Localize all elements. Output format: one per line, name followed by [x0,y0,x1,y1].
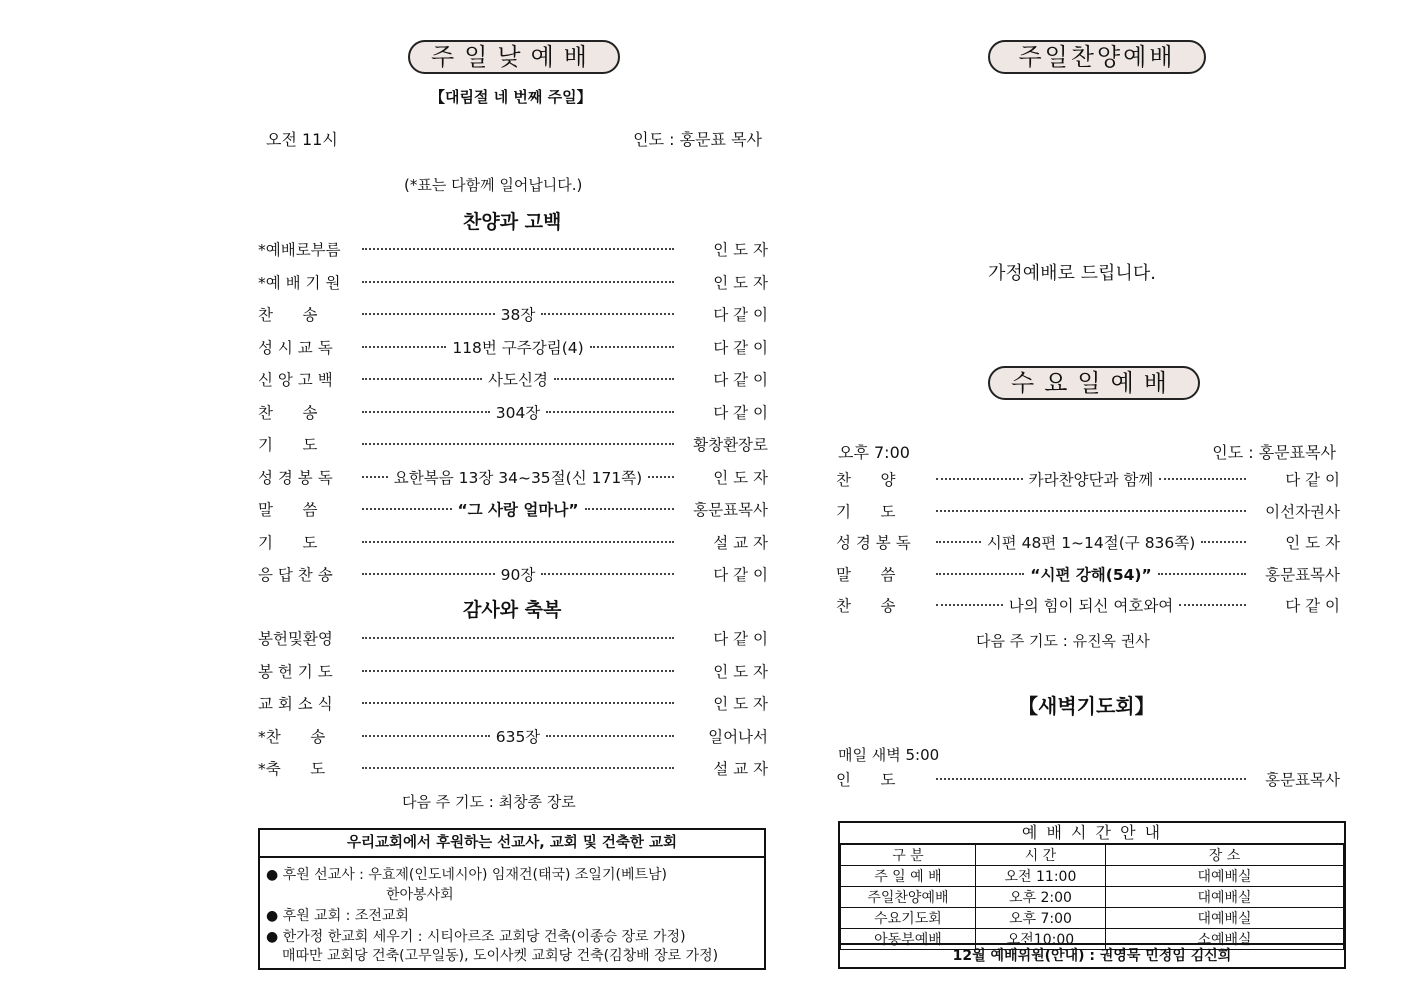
service-row [258,238,768,260]
schedule-header: 구 분 [841,845,976,866]
service-person: 다 같 이 [1285,597,1340,615]
service-person: 인 도 자 [713,241,768,259]
schedule-table [840,844,1344,950]
service-person: 인 도 자 [713,273,768,292]
wednesday-time: 오후 7:00 [838,443,910,462]
service-person: 일어나서 [708,727,768,746]
schedule-cell: 소예배실 [1106,929,1344,950]
schedule-cell: 오전10:00 [975,929,1105,950]
service-label: 찬 양 [836,471,896,489]
service-detail: 요한복음 13장 34~35절(신 171쪽) [393,468,643,487]
service-person: 홍문표목사 [1265,565,1340,584]
schedule-cell: 대예배실 [1106,908,1344,929]
service-row [258,531,768,553]
dawn-time: 매일 새벽 5:00 [838,746,940,764]
dawn-leader-row [836,768,1340,790]
service-detail: 118번 구주강림(4) [452,338,584,357]
service-person: 인 도 자 [1285,534,1340,552]
church-building-2: 매따만 교회당 건축(고무일동), 도이사켓 교회당 건축(김창배 장로 가정) [282,948,719,964]
service-detail: 304장 [495,403,541,422]
service-label: 기 도 [258,436,318,454]
worship-time: 오전 11시 [266,130,338,149]
service-row [258,692,768,714]
support-churches: ● 후원 교회 : 조전교회 [266,908,409,924]
worship-leader: 인도 : 홍문표 목사 [633,130,762,149]
service-label: *예배로부름 [258,241,341,259]
schedule-cell: 주일찬양예배 [841,887,976,908]
service-row [258,336,768,358]
section-praise-confession: 찬양과 고백 [463,211,562,233]
service-label: 찬 송 [258,306,318,324]
support-missionaries-2: 한아봉사회 [386,887,454,903]
service-row [258,368,768,390]
service-row [258,303,768,325]
service-row [258,433,768,455]
service-detail: 시편 48편 1~14절(구 836쪽) [986,534,1196,552]
service-person: 이선자권사 [1265,502,1340,521]
service-label: 응 답 찬 송 [258,566,333,584]
service-person: 다 같 이 [713,338,768,357]
service-person: 홍문표목사 [693,501,768,519]
home-worship-notice: 가정예배로 드립니다. [988,263,1156,284]
dawn-prayer-title: 【새벽기도회】 [1018,694,1155,718]
service-label: 성 시 교 독 [258,338,333,357]
sunday-subtitle: 【대림절 네 번째 주일】 [430,88,592,106]
service-label: *축 도 [258,760,326,778]
service-person: 황창환장로 [693,436,768,454]
service-detail: “그 사랑 얼마나” [457,501,579,519]
service-label: 말 씀 [836,565,896,584]
service-person: 다 같 이 [713,630,768,648]
service-row [258,725,768,747]
service-person: 설 교 자 [713,760,768,778]
support-box [258,828,766,970]
service-row [258,660,768,682]
service-label: 교 회 소 식 [258,695,333,713]
service-detail: 90장 [500,566,536,584]
section-thanks-blessing: 감사와 축복 [463,599,562,621]
schedule-row [841,908,1344,929]
service-label: 봉헌및환영 [258,630,333,648]
schedule-header: 시 간 [975,845,1105,866]
ushers-text: 12월 예배위원(안내) : 권영묵 민정임 김신희 [952,948,1232,964]
service-label: 기 도 [258,533,318,552]
december-ushers [840,943,1344,967]
service-row [258,466,768,488]
service-person: 인 도 자 [713,662,768,681]
service-row [258,498,768,520]
schedule-box [838,821,1346,969]
wednesday-leader: 인도 : 홍문표목사 [1212,443,1336,462]
support-box-title: 우리교회에서 후원하는 선교사, 교회 및 건축한 교회 [260,830,764,858]
service-label: 말 씀 [258,501,318,519]
dawn-leader-label: 인 도 [836,771,896,789]
service-detail: 사도신경 [488,371,548,389]
service-row [836,468,1340,490]
sunday-worship-title: 주일낮예배 [408,40,620,74]
service-label: 성 경 봉 독 [258,468,333,487]
service-detail: 나의 힘이 되신 여호와여 [1008,597,1174,615]
service-detail: “시편 강해(54)” [1030,565,1152,584]
service-person: 다 같 이 [713,371,768,389]
service-row [836,531,1340,553]
service-label: 찬 송 [836,597,896,615]
service-label: 찬 송 [258,403,318,422]
schedule-header: 장 소 [1106,845,1344,866]
dawn-leader-name: 홍문표목사 [1265,771,1340,789]
service-person: 인 도 자 [713,695,768,713]
support-missionaries: ● 후원 선교사 : 우효제(인도네시아) 임재건(태국) 조일기(베트남) [266,867,667,883]
service-label: *찬 송 [258,727,326,746]
service-person: 설 교 자 [713,533,768,552]
service-label: 기 도 [836,502,896,521]
schedule-cell: 오후 2:00 [975,887,1105,908]
service-row [258,401,768,423]
service-row [258,563,768,585]
service-detail: 카라찬양단과 함께 [1028,471,1154,489]
service-row [258,627,768,649]
schedule-cell: 아동부예배 [841,929,976,950]
service-label: 성 경 봉 독 [836,534,911,552]
service-row [258,271,768,293]
wednesday-worship-title: 수요일예배 [988,366,1200,400]
service-label: *예 배 기 원 [258,273,341,292]
service-row [258,757,768,779]
service-detail: 38장 [500,306,536,324]
church-building: ● 한가정 한교회 세우기 : 시티아르조 교회당 건축(이종승 장로 가정) [266,929,686,945]
schedule-row [841,866,1344,887]
service-detail: 635장 [495,727,541,746]
next-prayer-right: 다음 주 기도 : 유진옥 권사 [976,632,1150,650]
service-label: 봉 헌 기 도 [258,662,333,681]
standing-note: (*표는 다함께 일어납니다.) [404,176,583,194]
schedule-title: 예 배 시 간 안 내 [840,823,1344,844]
schedule-cell: 오후 7:00 [975,908,1105,929]
service-person: 다 같 이 [713,566,768,584]
service-person: 인 도 자 [713,468,768,487]
schedule-cell: 오전 11:00 [975,866,1105,887]
service-person: 다 같 이 [713,306,768,324]
service-label: 신 앙 고 백 [258,371,333,389]
next-prayer-left: 다음 주 기도 : 최창종 장로 [402,793,576,811]
service-person: 다 같 이 [1285,471,1340,489]
praise-worship-title: 주일찬양예배 [988,40,1206,74]
schedule-row [841,887,1344,908]
service-row [836,563,1340,585]
schedule-cell: 대예배실 [1106,866,1344,887]
service-row [836,500,1340,522]
service-person: 다 같 이 [713,403,768,422]
schedule-cell: 수요기도회 [841,908,976,929]
schedule-cell: 주 일 예 배 [841,866,976,887]
service-row [836,594,1340,616]
schedule-cell: 대예배실 [1106,887,1344,908]
